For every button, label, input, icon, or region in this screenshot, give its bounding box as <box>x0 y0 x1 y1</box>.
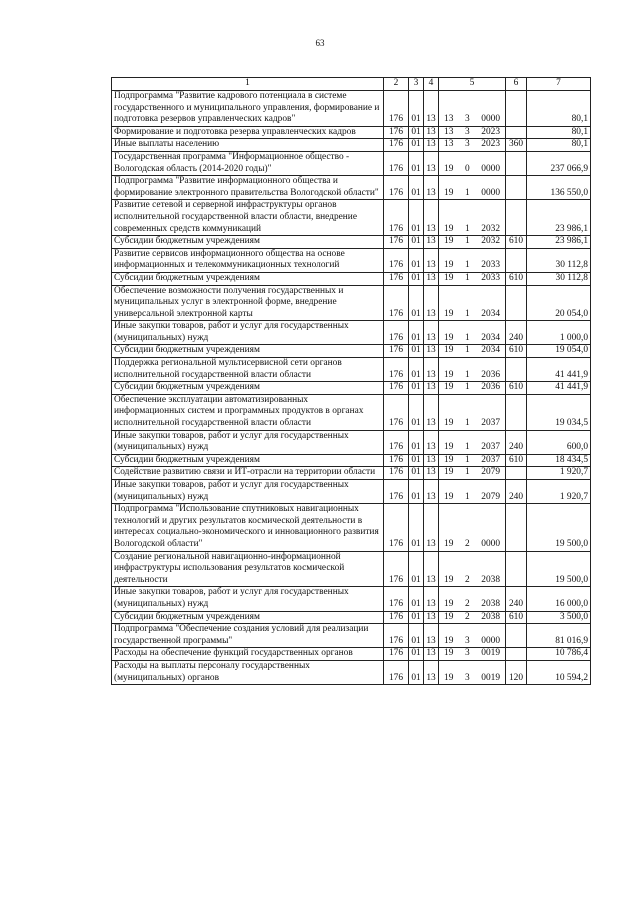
row-csr-subprogram: 1 <box>464 272 470 283</box>
row-csr-direction: 0000 <box>481 114 500 125</box>
table-row <box>112 345 591 358</box>
row-csr-direction: 0000 <box>481 635 500 646</box>
row-name: Содействие развитию связи и ИТ-отрасли на территории области <box>112 467 384 480</box>
row-vr: 360 <box>506 139 527 152</box>
row-csr-program: 19 <box>444 187 454 198</box>
row-sum: 19 034,5 <box>527 394 591 430</box>
row-name: Подпрограмма "Использование спутниковых навигационных технологий и других результатов космической деятельности в интересах социально-экономического и инновационного развития Вологодской области" <box>112 504 384 551</box>
row-csr-direction: 2023 <box>481 139 500 150</box>
row-sum: 23 986,1 <box>527 200 591 236</box>
row-gr: 176 <box>384 648 409 661</box>
row-sum: 80,1 <box>527 126 591 139</box>
row-vr <box>506 285 527 321</box>
row-sum: 20 054,0 <box>527 285 591 321</box>
row-pr: 13 <box>424 551 439 587</box>
row-csr-direction: 2033 <box>481 260 500 271</box>
row-csr <box>439 551 506 587</box>
row-csr-program: 19 <box>444 272 454 283</box>
row-rz: 01 <box>409 382 424 395</box>
row-csr-subprogram: 3 <box>464 672 470 683</box>
row-gr: 176 <box>384 248 409 272</box>
row-csr <box>439 467 506 480</box>
row-vr <box>506 467 527 480</box>
row-csr-subprogram: 2 <box>464 598 470 609</box>
row-gr: 176 <box>384 382 409 395</box>
row-csr <box>439 394 506 430</box>
row-pr: 13 <box>424 624 439 648</box>
row-csr-subprogram: 2 <box>464 538 470 549</box>
row-pr: 13 <box>424 139 439 152</box>
row-csr <box>439 272 506 285</box>
row-csr-subprogram: 1 <box>464 369 470 380</box>
row-csr-program: 19 <box>444 648 454 659</box>
row-sum: 16 000,0 <box>527 587 591 611</box>
row-pr: 13 <box>424 382 439 395</box>
row-csr-direction: 0000 <box>481 163 500 174</box>
row-gr: 176 <box>384 285 409 321</box>
row-csr-direction: 2033 <box>481 272 500 283</box>
row-csr-program: 19 <box>444 491 454 502</box>
row-csr <box>439 660 506 684</box>
row-vr <box>506 200 527 236</box>
row-csr-direction: 2036 <box>481 369 500 380</box>
row-pr: 13 <box>424 272 439 285</box>
row-name: Обеспечение возможности получения государственных и муниципальных услуг в электронной форме, внедрение универсальной электронной карты <box>112 285 384 321</box>
row-vr <box>506 151 527 175</box>
row-csr <box>439 611 506 624</box>
row-gr: 176 <box>384 358 409 382</box>
row-csr-subprogram: 1 <box>464 418 470 429</box>
row-name: Иные закупки товаров, работ и услуг для государственных (муниципальных) нужд <box>112 321 384 345</box>
row-csr-direction: 2079 <box>481 491 500 502</box>
row-name: Субсидии бюджетным учреждениям <box>112 345 384 358</box>
row-gr: 176 <box>384 504 409 551</box>
row-name: Развитие сетевой и серверной инфраструктуры органов исполнительной государственной власти области, внедрение современных средств коммуникаций <box>112 200 384 236</box>
row-csr-program: 19 <box>444 163 454 174</box>
row-vr <box>506 551 527 587</box>
header-col-5: 5 <box>439 78 506 91</box>
row-sum: 23 986,1 <box>527 236 591 249</box>
table-row <box>112 480 591 504</box>
row-csr-direction: 0019 <box>481 648 500 659</box>
row-sum: 237 066,9 <box>527 151 591 175</box>
row-csr-direction: 2032 <box>481 223 500 234</box>
row-sum: 1 000,0 <box>527 321 591 345</box>
table-row <box>112 91 591 127</box>
row-rz: 01 <box>409 200 424 236</box>
row-csr <box>439 126 506 139</box>
row-sum: 80,1 <box>527 139 591 152</box>
row-csr-direction: 2037 <box>481 454 500 465</box>
table-row <box>112 176 591 200</box>
row-sum: 19 054,0 <box>527 345 591 358</box>
row-sum: 19 500,0 <box>527 551 591 587</box>
row-vr <box>506 176 527 200</box>
table-row <box>112 504 591 551</box>
row-rz: 01 <box>409 139 424 152</box>
row-vr: 610 <box>506 236 527 249</box>
row-csr <box>439 176 506 200</box>
row-vr: 610 <box>506 454 527 467</box>
row-csr <box>439 648 506 661</box>
table-row <box>112 587 591 611</box>
table-row <box>112 139 591 152</box>
table-row <box>112 321 591 345</box>
row-csr-subprogram: 1 <box>464 236 470 247</box>
table-row <box>112 382 591 395</box>
row-csr-subprogram: 1 <box>464 491 470 502</box>
row-csr-program: 13 <box>444 139 454 150</box>
header-col-1: 1 <box>112 78 384 91</box>
row-gr: 176 <box>384 176 409 200</box>
row-csr-program: 19 <box>444 236 454 247</box>
row-csr-direction: 0019 <box>481 672 500 683</box>
row-csr-direction: 2038 <box>481 598 500 609</box>
row-csr-program: 19 <box>444 382 454 393</box>
row-pr: 13 <box>424 430 439 454</box>
header-col-4: 4 <box>424 78 439 91</box>
row-csr <box>439 91 506 127</box>
row-rz: 01 <box>409 394 424 430</box>
row-csr-subprogram: 1 <box>464 308 470 319</box>
row-csr-program: 19 <box>444 467 454 478</box>
row-csr <box>439 200 506 236</box>
row-csr <box>439 358 506 382</box>
row-sum: 1 920,7 <box>527 480 591 504</box>
row-vr <box>506 358 527 382</box>
row-sum: 41 441,9 <box>527 358 591 382</box>
row-csr <box>439 345 506 358</box>
row-rz: 01 <box>409 648 424 661</box>
row-name: Иные закупки товаров, работ и услуг для государственных (муниципальных) нужд <box>112 587 384 611</box>
row-csr-direction: 0000 <box>481 538 500 549</box>
row-pr: 13 <box>424 454 439 467</box>
row-csr <box>439 321 506 345</box>
row-name: Субсидии бюджетным учреждениям <box>112 272 384 285</box>
row-pr: 13 <box>424 480 439 504</box>
row-csr-subprogram: 1 <box>464 442 470 453</box>
row-csr-program: 19 <box>444 598 454 609</box>
row-rz: 01 <box>409 480 424 504</box>
row-rz: 01 <box>409 430 424 454</box>
table-row <box>112 358 591 382</box>
row-pr: 13 <box>424 200 439 236</box>
row-name: Подпрограмма "Обеспечение создания условий для реализации государственной программы" <box>112 624 384 648</box>
header-col-6: 6 <box>506 78 527 91</box>
row-csr-direction: 0000 <box>481 187 500 198</box>
row-csr-subprogram: 1 <box>464 260 470 271</box>
table-row <box>112 285 591 321</box>
header-col-2: 2 <box>384 78 409 91</box>
row-csr <box>439 587 506 611</box>
row-name: Расходы на выплаты персоналу государственных (муниципальных) органов <box>112 660 384 684</box>
table-row <box>112 200 591 236</box>
row-name: Подпрограмма "Развитие кадрового потенциала в системе государственного и муниципального управления, формирование и подготовка резервов управленческих кадров" <box>112 91 384 127</box>
row-rz: 01 <box>409 467 424 480</box>
row-rz: 01 <box>409 176 424 200</box>
row-sum: 10 594,2 <box>527 660 591 684</box>
row-sum: 10 786,4 <box>527 648 591 661</box>
row-csr <box>439 430 506 454</box>
row-csr-subprogram: 3 <box>464 635 470 646</box>
row-csr-direction: 2036 <box>481 382 500 393</box>
row-vr: 240 <box>506 430 527 454</box>
row-gr: 176 <box>384 200 409 236</box>
row-rz: 01 <box>409 91 424 127</box>
row-rz: 01 <box>409 248 424 272</box>
row-csr <box>439 454 506 467</box>
row-csr-program: 19 <box>444 332 454 343</box>
row-pr: 13 <box>424 358 439 382</box>
row-vr: 610 <box>506 272 527 285</box>
row-csr-subprogram: 1 <box>464 223 470 234</box>
row-sum: 19 500,0 <box>527 504 591 551</box>
row-gr: 176 <box>384 151 409 175</box>
row-pr: 13 <box>424 587 439 611</box>
row-gr: 176 <box>384 139 409 152</box>
row-pr: 13 <box>424 345 439 358</box>
row-pr: 13 <box>424 467 439 480</box>
row-pr: 13 <box>424 91 439 127</box>
row-name: Иные закупки товаров, работ и услуг для государственных (муниципальных) нужд <box>112 480 384 504</box>
row-csr-program: 13 <box>444 126 454 137</box>
row-csr <box>439 382 506 395</box>
row-gr: 176 <box>384 660 409 684</box>
row-vr: 240 <box>506 480 527 504</box>
row-gr: 176 <box>384 321 409 345</box>
row-name: Субсидии бюджетным учреждениям <box>112 382 384 395</box>
row-vr <box>506 648 527 661</box>
row-csr-subprogram: 3 <box>464 648 470 659</box>
row-name: Субсидии бюджетным учреждениям <box>112 236 384 249</box>
row-gr: 176 <box>384 272 409 285</box>
table-row <box>112 430 591 454</box>
row-csr-subprogram: 3 <box>464 114 470 125</box>
row-csr-subprogram: 1 <box>464 467 470 478</box>
row-gr: 176 <box>384 467 409 480</box>
row-gr: 176 <box>384 345 409 358</box>
row-vr <box>506 504 527 551</box>
row-csr <box>439 236 506 249</box>
row-rz: 01 <box>409 321 424 345</box>
row-pr: 13 <box>424 236 439 249</box>
row-csr-program: 19 <box>444 454 454 465</box>
row-rz: 01 <box>409 151 424 175</box>
row-name: Иные закупки товаров, работ и услуг для государственных (муниципальных) нужд <box>112 430 384 454</box>
row-gr: 176 <box>384 394 409 430</box>
row-rz: 01 <box>409 611 424 624</box>
row-csr <box>439 151 506 175</box>
row-csr-subprogram: 2 <box>464 611 470 622</box>
row-name: Создание региональной навигационно-информационной инфраструктуры использования результатов космической деятельности <box>112 551 384 587</box>
row-csr-direction: 2038 <box>481 574 500 585</box>
row-pr: 13 <box>424 394 439 430</box>
row-pr: 13 <box>424 176 439 200</box>
row-sum: 30 112,8 <box>527 272 591 285</box>
row-name: Государственная программа "Информационное общество - Вологодская область (2014-2020 годы)" <box>112 151 384 175</box>
row-gr: 176 <box>384 480 409 504</box>
row-name: Обеспечение эксплуатации автоматизированных информационных систем и программных продуктов в органах исполнительной государственной власти области <box>112 394 384 430</box>
table-row <box>112 467 591 480</box>
row-gr: 176 <box>384 611 409 624</box>
row-csr-direction: 2079 <box>481 467 500 478</box>
page-number: 63 <box>315 38 325 48</box>
row-pr: 13 <box>424 151 439 175</box>
row-csr-program: 19 <box>444 611 454 622</box>
row-csr-subprogram: 3 <box>464 126 470 137</box>
table-header-row <box>112 78 591 91</box>
row-vr: 610 <box>506 611 527 624</box>
row-csr-direction: 2032 <box>481 236 500 247</box>
row-sum: 30 112,8 <box>527 248 591 272</box>
row-csr-subprogram: 2 <box>464 574 470 585</box>
row-csr-direction: 2023 <box>481 126 500 137</box>
row-name: Субсидии бюджетным учреждениям <box>112 611 384 624</box>
row-gr: 176 <box>384 236 409 249</box>
row-csr-direction: 2034 <box>481 345 500 356</box>
table-row <box>112 660 591 684</box>
row-csr-subprogram: 1 <box>464 187 470 198</box>
row-sum: 136 550,0 <box>527 176 591 200</box>
row-vr <box>506 91 527 127</box>
table-row <box>112 236 591 249</box>
row-vr: 240 <box>506 321 527 345</box>
row-csr-program: 19 <box>444 442 454 453</box>
row-vr <box>506 624 527 648</box>
table-row <box>112 394 591 430</box>
row-csr-program: 19 <box>444 308 454 319</box>
row-csr-program: 19 <box>444 635 454 646</box>
row-rz: 01 <box>409 285 424 321</box>
row-vr <box>506 126 527 139</box>
row-rz: 01 <box>409 504 424 551</box>
row-name: Поддержка региональной мультисервисной сети органов исполнительной государственной власти области <box>112 358 384 382</box>
row-pr: 13 <box>424 504 439 551</box>
row-gr: 176 <box>384 430 409 454</box>
table-row <box>112 151 591 175</box>
row-csr-subprogram: 1 <box>464 454 470 465</box>
row-csr <box>439 285 506 321</box>
row-gr: 176 <box>384 624 409 648</box>
row-csr-program: 19 <box>444 672 454 683</box>
row-csr-program: 13 <box>444 114 454 125</box>
row-csr-program: 19 <box>444 369 454 380</box>
row-pr: 13 <box>424 248 439 272</box>
table-row <box>112 272 591 285</box>
row-csr <box>439 504 506 551</box>
row-csr-direction: 2034 <box>481 332 500 343</box>
row-gr: 176 <box>384 587 409 611</box>
row-rz: 01 <box>409 587 424 611</box>
row-pr: 13 <box>424 660 439 684</box>
row-csr-subprogram: 1 <box>464 382 470 393</box>
row-gr: 176 <box>384 91 409 127</box>
table-row <box>112 611 591 624</box>
row-sum: 41 441,9 <box>527 382 591 395</box>
header-col-7: 7 <box>527 78 591 91</box>
row-csr-subprogram: 3 <box>464 139 470 150</box>
row-csr-subprogram: 0 <box>464 163 470 174</box>
row-vr <box>506 248 527 272</box>
row-csr-program: 19 <box>444 418 454 429</box>
row-name: Иные выплаты населению <box>112 139 384 152</box>
table-row <box>112 454 591 467</box>
row-pr: 13 <box>424 611 439 624</box>
header-col-3: 3 <box>409 78 424 91</box>
row-csr-program: 19 <box>444 574 454 585</box>
row-name: Расходы на обеспечение функций государственных органов <box>112 648 384 661</box>
row-pr: 13 <box>424 321 439 345</box>
row-vr: 120 <box>506 660 527 684</box>
row-csr-program: 19 <box>444 345 454 356</box>
row-gr: 176 <box>384 454 409 467</box>
row-csr-direction: 2038 <box>481 611 500 622</box>
row-sum: 1 920,7 <box>527 467 591 480</box>
row-rz: 01 <box>409 454 424 467</box>
row-rz: 01 <box>409 272 424 285</box>
row-sum: 81 016,9 <box>527 624 591 648</box>
row-gr: 176 <box>384 126 409 139</box>
table-row <box>112 624 591 648</box>
row-rz: 01 <box>409 624 424 648</box>
row-csr <box>439 248 506 272</box>
row-pr: 13 <box>424 285 439 321</box>
row-sum: 3 500,0 <box>527 611 591 624</box>
row-pr: 13 <box>424 648 439 661</box>
budget-table <box>111 77 591 685</box>
row-name: Подпрограмма "Развитие информационного общества и формирование электронного правительства Вологодской области" <box>112 176 384 200</box>
row-csr <box>439 139 506 152</box>
row-csr-program: 19 <box>444 223 454 234</box>
row-sum: 80,1 <box>527 91 591 127</box>
row-csr-direction: 2037 <box>481 418 500 429</box>
row-csr <box>439 624 506 648</box>
row-rz: 01 <box>409 236 424 249</box>
row-sum: 600,0 <box>527 430 591 454</box>
table-row <box>112 248 591 272</box>
row-rz: 01 <box>409 358 424 382</box>
table-row <box>112 551 591 587</box>
row-pr: 13 <box>424 126 439 139</box>
row-vr: 610 <box>506 382 527 395</box>
row-name: Формирование и подготовка резерва управленческих кадров <box>112 126 384 139</box>
row-vr: 240 <box>506 587 527 611</box>
row-csr-direction: 2037 <box>481 442 500 453</box>
row-csr <box>439 480 506 504</box>
row-gr: 176 <box>384 551 409 587</box>
row-rz: 01 <box>409 345 424 358</box>
row-rz: 01 <box>409 126 424 139</box>
table-row <box>112 648 591 661</box>
row-vr: 610 <box>506 345 527 358</box>
row-csr-direction: 2034 <box>481 308 500 319</box>
row-rz: 01 <box>409 551 424 587</box>
row-csr-subprogram: 1 <box>464 332 470 343</box>
row-sum: 18 434,5 <box>527 454 591 467</box>
row-vr <box>506 394 527 430</box>
table-row <box>112 126 591 139</box>
row-name: Развитие сервисов информационного общества на основе информационных и телекоммуникационных технологий <box>112 248 384 272</box>
row-csr-subprogram: 1 <box>464 345 470 356</box>
row-csr-program: 19 <box>444 260 454 271</box>
row-rz: 01 <box>409 660 424 684</box>
row-csr-program: 19 <box>444 538 454 549</box>
row-name: Субсидии бюджетным учреждениям <box>112 454 384 467</box>
